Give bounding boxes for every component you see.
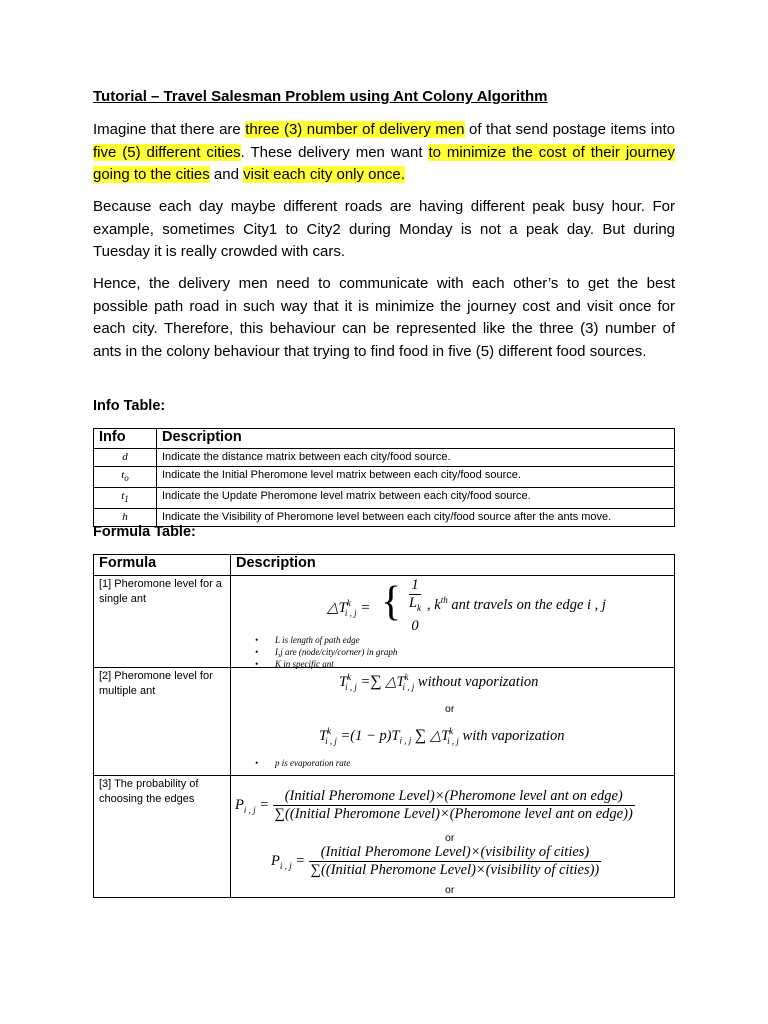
formula-heading: Formula Table: (93, 524, 196, 540)
bullet-list: • L is length of path edge • I,j are (node/city/corner) in graph • K in specific ant (255, 635, 398, 669)
column-header: Formula (94, 555, 231, 576)
formula-cell (231, 776, 675, 898)
column-header: Description (157, 429, 675, 449)
fraction: $\frac{\text{(Initial Pheromone Level)×(Pheromone level ant on edge)}}{\text{∑((Initial Pheromone Level)×(Pheromone level ant on edge))}}$ (274, 788, 633, 822)
formula-3a: $P_{i , j}$ = $\frac{\text{(Initial Pheromone Level)×(Pheromone level ant on edge)}}{\text{∑((Initial Pheromone Level)×(Pheromone level ant on edge))}}$ (235, 788, 633, 822)
symbol: $t_o$ (94, 467, 157, 488)
formula-1-text: , $k^{th}$ ant travels on the edge i , j (427, 595, 606, 613)
fraction: $\frac{\text{(Initial Pheromone Level)×(visibility of cities)}}{\text{∑((Initial Pheromone Level)×(visibility of cities))}}$ (310, 844, 600, 878)
column-header: Info (94, 429, 157, 449)
table-row (94, 776, 675, 898)
or-text: or (445, 703, 455, 715)
description: Indicate the Visibility of Pheromone level between each city/food source after the ants move. (157, 509, 675, 527)
table-header-row (94, 555, 675, 576)
table-row (94, 488, 675, 509)
text: and (209, 166, 244, 183)
formula-2a: $T^k_{i , j}$ =∑ $\triangle T^k_{i , j}$ without vaporization (339, 672, 539, 692)
symbol: $t_1$ (94, 488, 157, 509)
case-fraction: 1 $L_k$ 0 (408, 577, 422, 634)
table-row (94, 576, 675, 668)
page-title: Tutorial – Travel Salesman Problem using Ant Colony Algorithm (93, 88, 548, 105)
formula-2b: $T^k_{i , j} =(1 - p)T_{i , j}$ ∑ $\triangle T^k_{i , j}$ with vaporization (319, 726, 565, 746)
column-header: Description (231, 555, 675, 576)
symbol: h (94, 509, 157, 527)
formula-3b: $P_{i , j}$ = $\frac{\text{(Initial Pheromone Level)×(visibility of cities)}}{\text{∑((Initial Pheromone Level)×(visibility of cities))}}$ (271, 844, 600, 878)
or-text: or (445, 884, 455, 896)
formula-table (93, 554, 675, 898)
description: Indicate the distance matrix between each city/food source. (157, 449, 675, 467)
table-header-row (94, 429, 675, 449)
symbol: d (94, 449, 157, 467)
highlight: three (3) number of delivery men (245, 121, 465, 138)
highlight: five (5) different cities (93, 143, 241, 161)
bullet-item: I,j are (node/city/corner) in graph (275, 647, 398, 657)
text: . These delivery men want (240, 143, 429, 161)
highlight: to minimize the cost of their journey going to the cities (93, 143, 676, 183)
text: Imagine that there are (93, 121, 246, 138)
description: Indicate the Update Pheromone level matrix between each city/food source. (157, 488, 675, 509)
formula-1: $\triangle T^k_{i , j}$ = (327, 598, 371, 618)
formula-cell (231, 576, 675, 668)
paragraph-1 (93, 119, 675, 187)
bullet-item: p is evaporation rate (275, 758, 351, 768)
bullet-item: K in specific ant (275, 659, 334, 669)
info-table (93, 428, 675, 527)
info-heading: Info Table: (93, 398, 166, 414)
bullet-list: • p is evaporation rate (255, 758, 351, 768)
highlight: visit each city only once. (243, 166, 405, 183)
formula-cell (231, 668, 675, 776)
table-row (94, 449, 675, 467)
formula-label: [2] Pheromone level for multiple ant (94, 668, 231, 776)
formula-label: [3] The probability of choosing the edges (94, 776, 231, 898)
table-row (94, 668, 675, 776)
formula-label: [1] Pheromone level for a single ant (94, 576, 231, 668)
description: Indicate the Initial Pheromone level matrix between each city/food source. (157, 467, 675, 488)
table-row (94, 467, 675, 488)
paragraph-2: Because each day maybe different roads are having different peak busy hour. For example, sometimes City1 to City2 during Monday is not a peak day. But during Tuesday it is really crowded with cars. (93, 198, 675, 260)
paragraph-3: Hence, the delivery men need to communicate with each other’s to get the best possible path road in such way that it is minimize the journey cost and visit once for each city. Therefore, this behaviour can be represented like the three (3) number of ants in the colony behaviour that trying to find food in five (5) different food sources. (93, 275, 675, 360)
bullet-item: L is length of path edge (275, 635, 360, 645)
brace-icon: { (381, 579, 402, 625)
text: of that send postage items into (464, 121, 675, 138)
or-text: or (445, 832, 455, 844)
